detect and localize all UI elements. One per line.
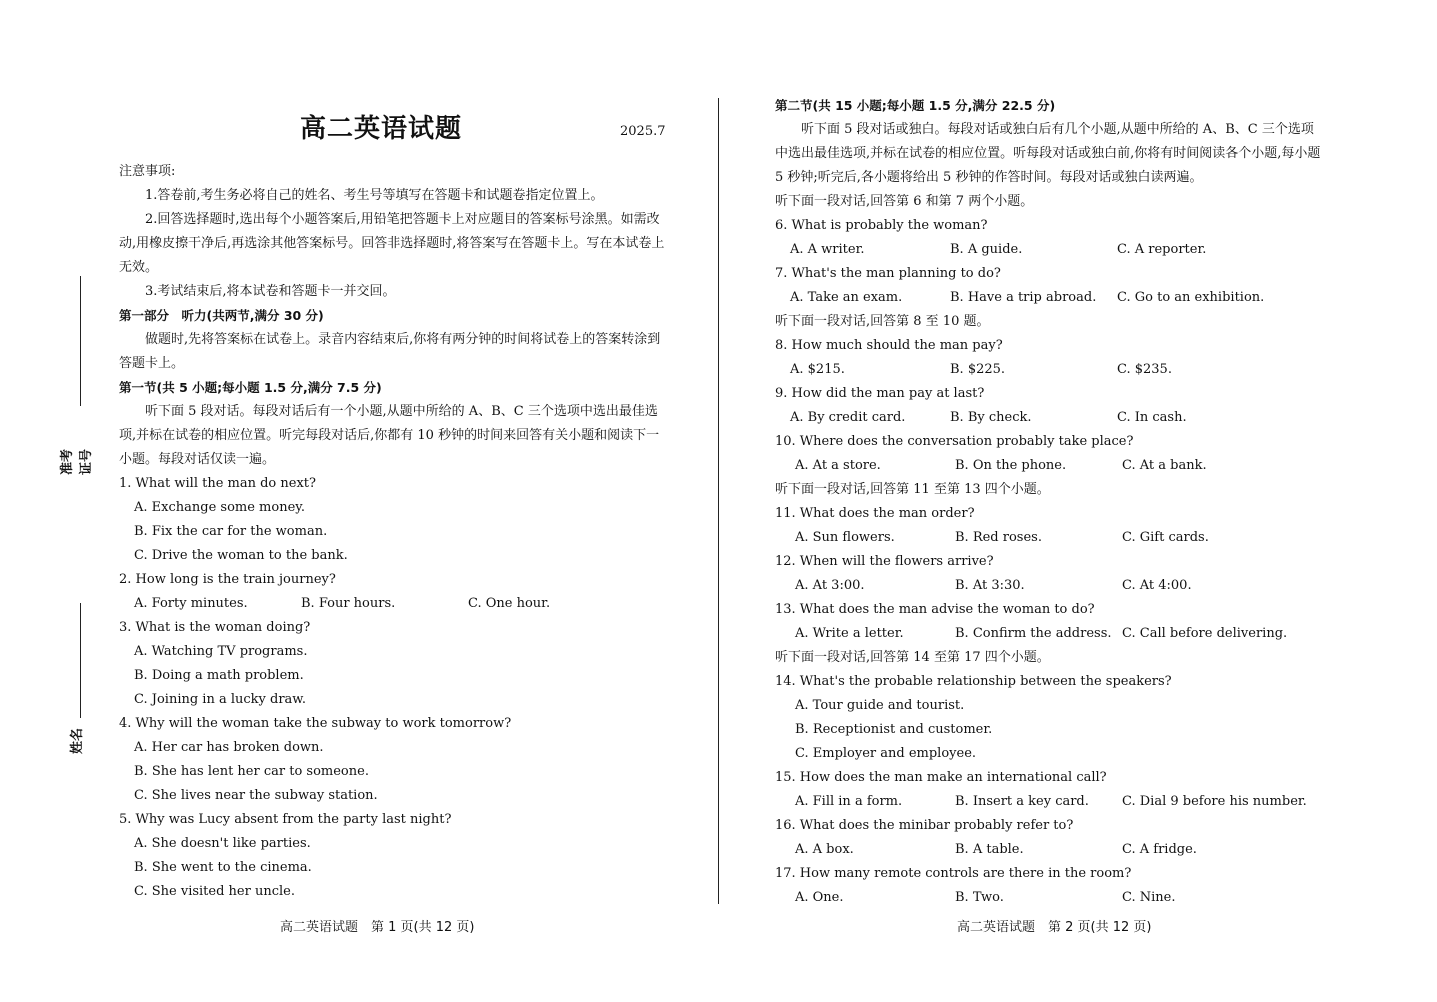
option-a: A. Her car has broken down. bbox=[134, 740, 324, 755]
question-8 bbox=[775, 334, 1325, 382]
option-b: B. A table. bbox=[955, 842, 1024, 857]
question-text: 7. What's the man planning to do? bbox=[775, 266, 1001, 281]
option-a: A. She doesn't like parties. bbox=[134, 836, 311, 851]
option-b: B. Receptionist and customer. bbox=[795, 722, 993, 737]
question-7 bbox=[775, 262, 1325, 310]
option-b: B. A guide. bbox=[950, 242, 1023, 257]
right-column bbox=[775, 94, 1325, 910]
group-instruction-1: 听下面一段对话,回答第 6 和第 7 两个小题。 bbox=[775, 194, 1034, 209]
question-text: 9. How did the man pay at last? bbox=[775, 386, 985, 401]
option-c: C. She visited her uncle. bbox=[134, 884, 295, 899]
option-c: C. One hour. bbox=[468, 596, 551, 611]
question-text: 15. How does the man make an international call? bbox=[775, 770, 1107, 785]
option-b: B. On the phone. bbox=[955, 458, 1067, 473]
options-row bbox=[775, 838, 1325, 862]
option-a: A. Take an exam. bbox=[790, 290, 903, 305]
option-a: A. Exchange some money. bbox=[134, 500, 306, 515]
question-10 bbox=[775, 430, 1325, 478]
section1-heading: 第一节(共 5 小题;每小题 1.5 分,满分 7.5 分) bbox=[119, 380, 382, 395]
question-5 bbox=[119, 808, 667, 904]
page-title: 高二英语试题 bbox=[300, 114, 463, 144]
option-b: B. Four hours. bbox=[301, 596, 396, 611]
question-text: 6. What is probably the woman? bbox=[775, 218, 988, 233]
option-c: C. She lives near the subway station. bbox=[134, 788, 378, 803]
option-b: B. Two. bbox=[955, 890, 1004, 905]
option-b: B. By check. bbox=[950, 410, 1032, 425]
question-12 bbox=[775, 550, 1325, 598]
question-text: 17. How many remote controls are there in the room? bbox=[775, 866, 1132, 881]
group-instruction-4: 听下面一段对话,回答第 14 至第 17 四个小题。 bbox=[775, 650, 1050, 665]
page-footer-1: 高二英语试题 第 1 页(共 12 页) bbox=[280, 920, 475, 935]
left-column bbox=[119, 160, 667, 904]
question-text: 8. How much should the man pay? bbox=[775, 338, 1003, 353]
option-a: A. One. bbox=[795, 890, 844, 905]
option-c: C. Drive the woman to the bank. bbox=[134, 548, 348, 563]
option-a: A. By credit card. bbox=[790, 410, 906, 425]
option-c: C. At 4:00. bbox=[1122, 578, 1192, 593]
question-text: 10. Where does the conversation probably take place? bbox=[775, 434, 1134, 449]
group-instruction-2: 听下面一段对话,回答第 8 至 10 题。 bbox=[775, 314, 990, 329]
option-a: A. A box. bbox=[795, 842, 854, 857]
option-c: C. At a bank. bbox=[1122, 458, 1207, 473]
option-a: A. $215. bbox=[790, 362, 845, 377]
question-4 bbox=[119, 712, 667, 808]
part1-intro: 做题时,先将答案标在试卷上。录音内容结束后,你将有两分钟的时间将试卷上的答案转涂到答题卡上。 bbox=[119, 332, 661, 371]
question-17 bbox=[775, 862, 1325, 910]
question-text: 2. How long is the train journey? bbox=[119, 572, 336, 587]
options-row bbox=[775, 886, 1325, 910]
option-c: C. Employer and employee. bbox=[795, 746, 977, 761]
options-row bbox=[775, 238, 1325, 262]
option-a: A. Watching TV programs. bbox=[134, 644, 308, 659]
option-a: A. A writer. bbox=[790, 242, 865, 257]
question-text: 5. Why was Lucy absent from the party last night? bbox=[119, 812, 452, 827]
option-c: C. A fridge. bbox=[1122, 842, 1197, 857]
name-label: 姓名 bbox=[69, 728, 85, 755]
page-footer-2: 高二英语试题 第 2 页(共 12 页) bbox=[957, 920, 1152, 935]
question-9 bbox=[775, 382, 1325, 430]
notice-item-2: 2.回答选择题时,选出每个小题答案后,用铅笔把答题卡上对应题目的答案标号涂黑。如需改动,用橡皮擦干净后,再选涂其他答案标号。回答非选择题时,将答案写在答题卡上。写在本试卷上无效。 bbox=[119, 212, 665, 275]
option-c: C. Joining in a lucky draw. bbox=[134, 692, 307, 707]
notice-item-3: 3.考试结束后,将本试卷和答题卡一并交回。 bbox=[145, 284, 396, 299]
question-1 bbox=[119, 472, 667, 568]
question-6 bbox=[775, 214, 1325, 262]
question-text: 1. What will the man do next? bbox=[119, 476, 316, 491]
page-divider bbox=[718, 98, 719, 904]
option-a: A. At 3:00. bbox=[795, 578, 865, 593]
option-b: B. Insert a key card. bbox=[955, 794, 1089, 809]
question-text: 11. What does the man order? bbox=[775, 506, 975, 521]
option-b: B. At 3:30. bbox=[955, 578, 1025, 593]
exam-id-line bbox=[80, 276, 81, 406]
question-14 bbox=[775, 670, 1325, 766]
options-row bbox=[775, 286, 1325, 310]
option-b: B. She has lent her car to someone. bbox=[134, 764, 369, 779]
option-c: C. Call before delivering. bbox=[1122, 626, 1288, 641]
exam-date: 2025.7 bbox=[620, 124, 666, 139]
question-11 bbox=[775, 502, 1325, 550]
question-text: 4. Why will the woman take the subway to work tomorrow? bbox=[119, 716, 512, 731]
options-row bbox=[775, 622, 1325, 646]
name-line bbox=[80, 603, 81, 718]
option-b: B. Red roses. bbox=[955, 530, 1042, 545]
option-a: A. Sun flowers. bbox=[795, 530, 895, 545]
option-c: C. Nine. bbox=[1122, 890, 1176, 905]
option-b: B. She went to the cinema. bbox=[134, 860, 312, 875]
question-15 bbox=[775, 766, 1325, 814]
section2-intro: 听下面 5 段对话或独白。每段对话或独白后有几个小题,从题中所给的 A、B、C 三个选项中选出最佳选项,并标在试卷的相应位置。听每段对话或独白前,你将有时间阅读各个小题,每小题 5 秒钟;听完后,各小题将给出 5 秒钟的作答时间。每段对话或独白读两遍。 bbox=[775, 122, 1321, 185]
option-c: C. Gift cards. bbox=[1122, 530, 1209, 545]
option-c: C. A reporter. bbox=[1117, 242, 1207, 257]
section1-intro: 听下面 5 段对话。每段对话后有一个小题,从题中所给的 A、B、C 三个选项中选出最佳选项,并标在试卷的相应位置。听完每段对话后,你都有 10 秒钟的时间来回答有关小题和阅读下一小题。每段对话仅读一遍。 bbox=[119, 404, 660, 467]
option-c: C. Dial 9 before his number. bbox=[1122, 794, 1307, 809]
option-a: A. Forty minutes. bbox=[134, 596, 248, 611]
question-text: 13. What does the man advise the woman to do? bbox=[775, 602, 1095, 617]
options-row bbox=[775, 790, 1325, 814]
notice-heading: 注意事项: bbox=[119, 164, 176, 179]
options-row bbox=[775, 406, 1325, 430]
question-text: 3. What is the woman doing? bbox=[119, 620, 311, 635]
option-c: C. $235. bbox=[1117, 362, 1172, 377]
question-text: 16. What does the minibar probably refer to? bbox=[775, 818, 1074, 833]
option-a: A. Tour guide and tourist. bbox=[795, 698, 965, 713]
exam-id-label: 准考证号 bbox=[60, 448, 94, 475]
question-3 bbox=[119, 616, 667, 712]
option-b: B. Fix the car for the woman. bbox=[134, 524, 328, 539]
options-row bbox=[775, 454, 1325, 478]
question-text: 12. When will the flowers arrive? bbox=[775, 554, 994, 569]
options-row bbox=[775, 574, 1325, 598]
option-c: C. Go to an exhibition. bbox=[1117, 290, 1265, 305]
options-row bbox=[775, 526, 1325, 550]
options-row bbox=[775, 358, 1325, 382]
option-a: A. At a store. bbox=[795, 458, 881, 473]
question-2 bbox=[119, 568, 667, 616]
part1-heading: 第一部分 听力(共两节,满分 30 分) bbox=[119, 308, 324, 323]
section2-heading: 第二节(共 15 小题;每小题 1.5 分,满分 22.5 分) bbox=[775, 98, 1056, 113]
option-b: B. Have a trip abroad. bbox=[950, 290, 1097, 305]
option-a: A. Write a letter. bbox=[795, 626, 904, 641]
option-b: B. $225. bbox=[950, 362, 1006, 377]
option-b: B. Doing a math problem. bbox=[134, 668, 304, 683]
group-instruction-3: 听下面一段对话,回答第 11 至第 13 四个小题。 bbox=[775, 482, 1050, 497]
question-13 bbox=[775, 598, 1325, 646]
option-a: A. Fill in a form. bbox=[795, 794, 903, 809]
notice-item-1: 1.答卷前,考生务必将自己的姓名、考生号等填写在答题卡和试题卷指定位置上。 bbox=[145, 188, 604, 203]
options-row bbox=[119, 592, 667, 616]
question-16 bbox=[775, 814, 1325, 862]
option-c: C. In cash. bbox=[1117, 410, 1187, 425]
question-text: 14. What's the probable relationship between the speakers? bbox=[775, 674, 1172, 689]
option-b: B. Confirm the address. bbox=[955, 626, 1112, 641]
